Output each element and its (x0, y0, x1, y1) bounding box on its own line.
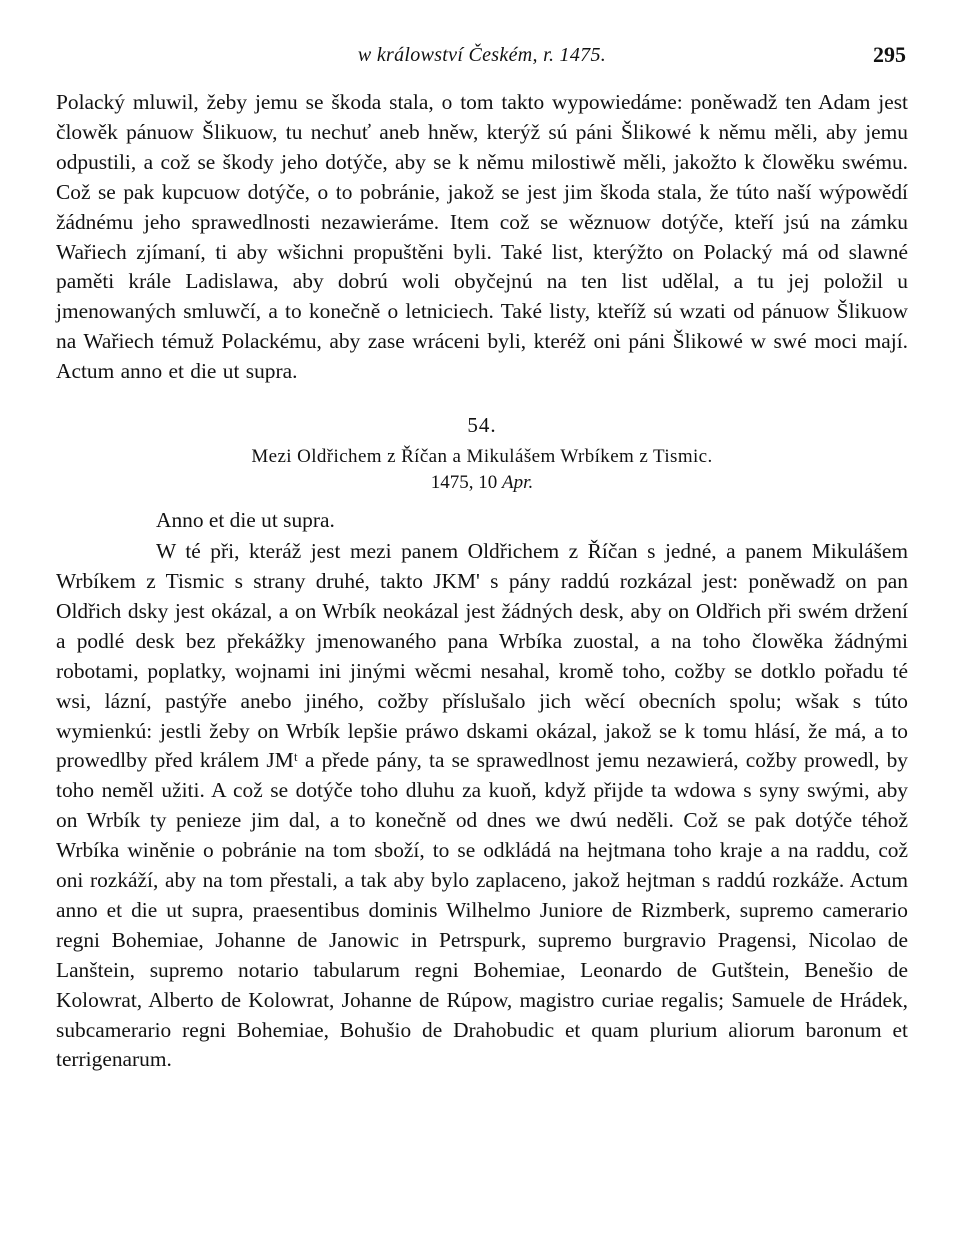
dateline: Anno et die ut supra. (156, 508, 335, 533)
running-title: w králowství Českém, r. 1475. (357, 44, 607, 66)
opening-paragraph: Polacký mluwil, žeby jemu se škoda stala, o tom takto wypowiedáme: poněwadž ten Adam jest člowěk pánuow Šlikuow, tu nechuť aneb hněw, kterýž sú páni Šlikowé k němu měli, aby jemu odpustili, a což se škody jeho dotýče, aby se k němu milostiwě měli, jakožto k člowěku swému. Což se pak kupcuow dotýče, o to pobránie, jakož se jest jim škoda stala, že túto naší wýpowědí žádnému jeho sprawedlnosti nezawieráme. Item což se wěznuow dotýče, kteří jsú na zámku Wařiech zjímaní, ti aby wšichni propuštěni byli. Také list, kterýžto on Polacký má od slawné paměti krále Ladislawa, aby dobrú woli obyčejnú na ten list udělal, a tu jej položil u jmenowaných smluwčí, a to konečně o letniciech. Také listy, kteříž sú wzati od pánuow Šlikuow na Wařiech témuž Polackému, aby zase wráceni byli, kteréž oni páni Šlikowé w swé moci mají. Actum anno et die ut supra. (56, 90, 908, 384)
running-header (56, 38, 908, 72)
document-date (56, 472, 908, 494)
document-date-month: Apr. (502, 472, 534, 494)
page-number: 295 (873, 42, 906, 67)
document-number: 54. (467, 413, 497, 438)
document-body: W té při, kteráž jest mezi panem Oldřichem z Říčan s jedné, a panem Mikulášem Wrbíkem z Tismic s strany druhé, takto JKM' s pány raddú rozkázal jest: poněwadž on pan Oldřich dsky jest okázal, a on Wrbík neokázal jest žádných desk, aby on Oldřich při swém držení a podlé desk bez překážky jmenowaného pana Wrbíka zuostal, a na toho člowěka žádnými robotami, poplatky, wojnami ini jinými wěcmi nesahal, kromě toho, cožby se dotklo pořadu té wsi, lázní, pastýře anebo jiného, cožby příslušalo jich wěcí obecních spolu; wšak s túto wymienkú: jestli žeby on Wrbík lepšie práwo dskami okázal, jakož se k tomu hlásí, že má, a to prowedlby před králem JMᵗ a přede pány, ta se sprawedlnost jemu nezawierá, cožby prowedl, by toho neměl užiti. A což se dotýče toho dluhu za kuoň, když přijde ta wdowa s syny swými, aby on Wrbík ty penieze jim dal, a to konečně od dnes we dwú neděli. Což se pak dotýče téhož Wrbíka winěnie o pobránie na tom sboží, to se odkládá na hejtmana toho kraje a na raddu, což oni rozkáží, aby na tom přestali, a tak aby bylo zaplaceno, jakož hejtman s raddú rozkáže. Actum anno et die ut supra, praesentibus dominis Wilhelmo Juniore de Rizmberk, supremo camerario regni Bohemiae, Johanne de Janowic in Petrspurk, supremo burgravio Pragensi, Nicolao de Lanštein, supremo notario tabularum regni Bohemiae, Leonardo de Gutštein, Benešio de Kolowrat, Alberto de Kolowrat, Johanne de Rúpow, magistro curiae regalis; Samuele de Hrádek, subcamerario regni Bohemiae, Bohušio de Drahobudic et quam plurium aliorum baronum et terrigenarum. (56, 539, 908, 1072)
book-page (56, 38, 908, 1075)
document-date-year: 1475, 10 (430, 472, 498, 494)
document-heading: Mezi Oldřichem z Říčan a Mikulášem Wrbíkem z Tismic. (251, 446, 713, 468)
